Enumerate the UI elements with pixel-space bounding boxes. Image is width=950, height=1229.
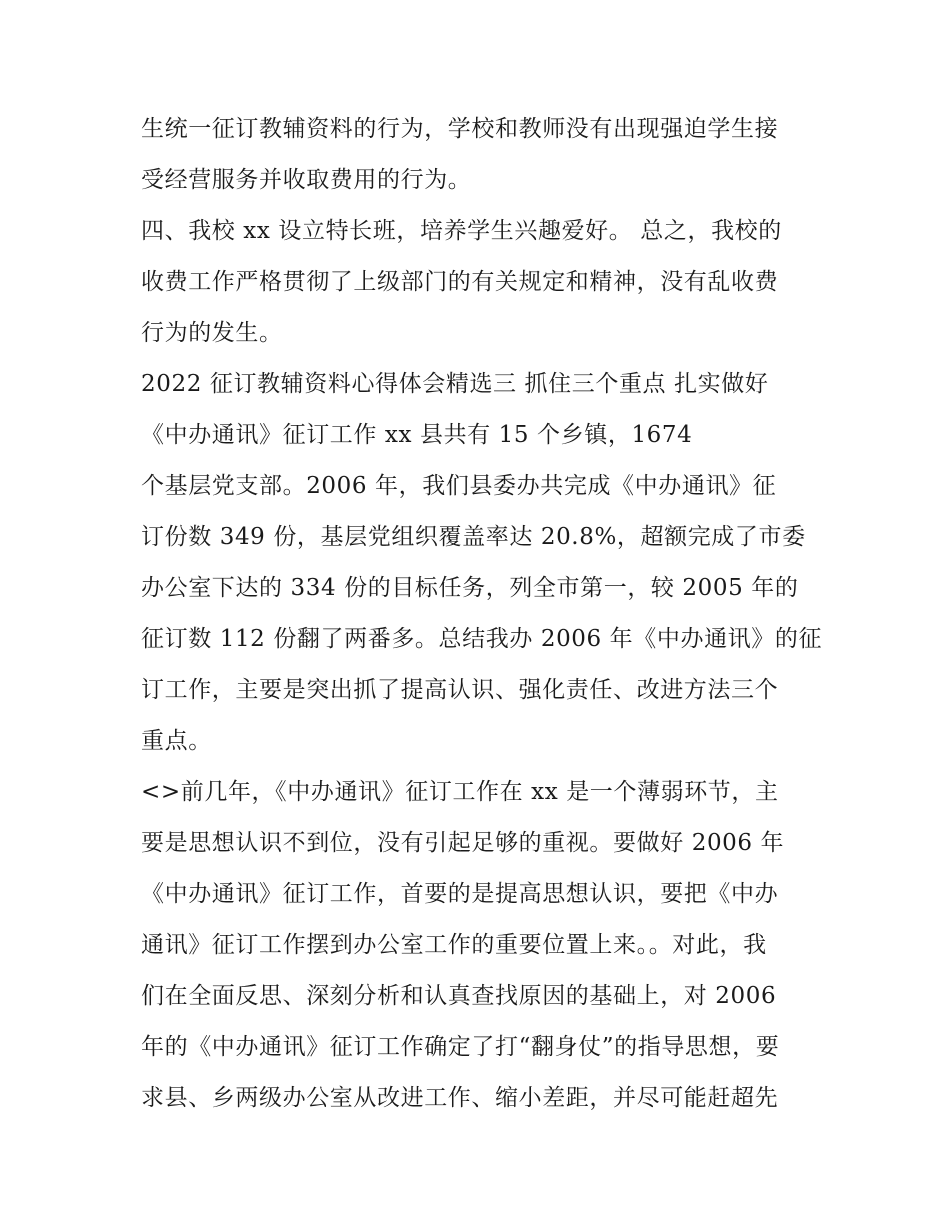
- text-line: 要是思想认识不到位，没有引起足够的重视。要做好 2006 年: [141, 830, 785, 856]
- text-line: 通讯》征订工作摆到办公室工作的重要位置上来。。对此，我: [141, 932, 767, 958]
- text-line: 个基层党支部。2006 年，我们县委办共完成《中办通讯》征: [141, 473, 777, 499]
- text-line: 办公室下达的 334 份的目标任务，列全市第一，较 2005 年的: [141, 575, 799, 601]
- text-line: 征订数 112 份翻了两番多。总结我办 2006 年《中办通讯》的征: [141, 626, 823, 652]
- text-line: 受经营服务并收取费用的行为。: [141, 167, 472, 193]
- text-line: 年的《中办通讯》征订工作确定了打“翻身仗”的指导思想，要: [141, 1034, 780, 1060]
- text-line: 《中办通讯》征订工作，首要的是提高思想认识，要把《中办: [141, 881, 779, 907]
- text-line: 求县、乡两级办公室从改进工作、缩小差距，并尽可能赶超先: [141, 1085, 779, 1111]
- text-line: 《中办通讯》征订工作 xx 县共有 15 个乡镇，1674: [141, 422, 693, 448]
- text-line: 们在全面反思、深刻分析和认真查找原因的基础上，对 2006: [141, 983, 777, 1009]
- text-line: 生统一征订教辅资料的行为，学校和教师没有出现强迫学生接: [141, 116, 779, 142]
- text-line: 重点。: [141, 728, 212, 754]
- text-line: 收费工作严格贯彻了上级部门的有关规定和精神，没有乱收费: [141, 269, 779, 295]
- text-line: 行为的发生。: [141, 320, 283, 346]
- text-line: <>前几年，《中办通讯》征订工作在 xx 是一个薄弱环节，主: [141, 779, 779, 805]
- text-line: 订份数 349 份，基层党组织覆盖率达 20.8%，超额完成了市委: [141, 524, 806, 550]
- document-body: [141, 104, 821, 1124]
- text-line: 四、我校 xx 设立特长班，培养学生兴趣爱好。 总之，我校的: [141, 218, 782, 244]
- text-line: 订工作，主要是突出抓了提高认识、强化责任、改进方法三个: [141, 677, 779, 703]
- text-line: 2022 征订教辅资料心得体会精选三 抓住三个重点 扎实做好: [141, 371, 769, 397]
